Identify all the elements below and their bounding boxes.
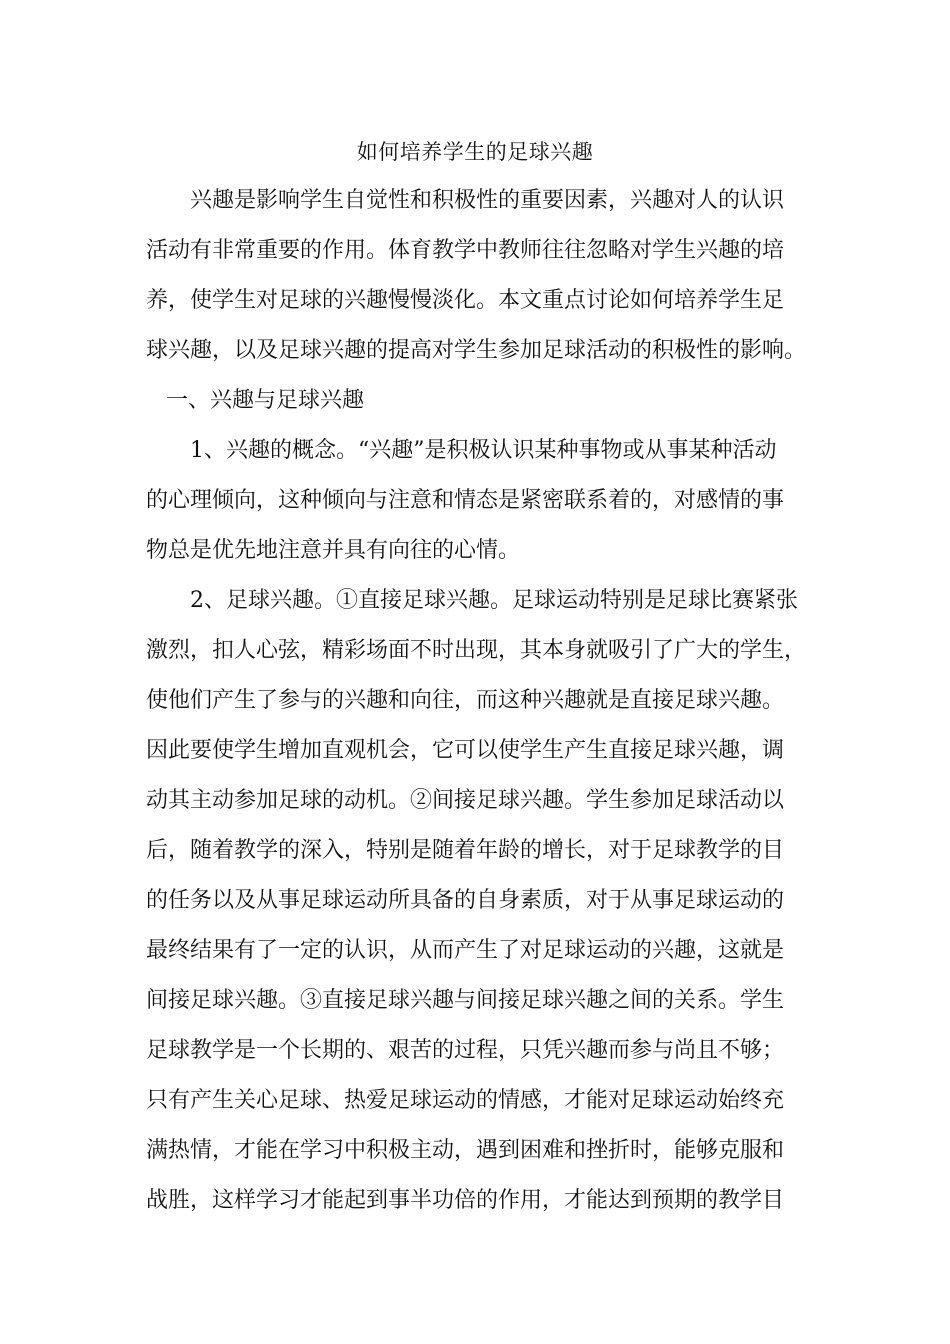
paragraph-line: 因此要使学生增加直观机会，它可以使学生产生直接足球兴趣，调: [146, 738, 785, 763]
paragraph-line: 养，使学生对足球的兴趣慢慢淡化。本文重点讨论如何培养学生足: [146, 288, 785, 313]
paragraph-line: 间接足球兴趣。③直接足球兴趣与间接足球兴趣之间的关系。学生: [146, 988, 785, 1013]
paragraph-line: 只有产生关心足球、热爱足球运动的情感，才能对足球运动始终充: [146, 1088, 785, 1113]
paragraph-line: 最终结果有了一定的认识，从而产生了对足球运动的兴趣，这就是: [146, 938, 785, 963]
paragraph-line: 的心理倾向，这种倾向与注意和情态是紧密联系着的，对感情的事: [146, 488, 785, 513]
section-heading: 一、兴趣与足球兴趣: [166, 388, 365, 413]
paragraph-line: 动其主动参加足球的动机。②间接足球兴趣。学生参加足球活动以: [146, 788, 785, 813]
paragraph-line: 1、兴趣的概念。“兴趣”是积极认识某种事物或从事某种活动: [190, 438, 777, 463]
paragraph-line: 战胜，这样学习才能起到事半功倍的作用，才能达到预期的教学目: [146, 1188, 785, 1213]
document-title: 如何培养学生的足球兴趣: [356, 140, 594, 164]
paragraph-line: 2、足球兴趣。①直接足球兴趣。足球运动特别是足球比赛紧张: [190, 588, 798, 613]
paragraph-line: 激烈，扣人心弦，精彩场面不时出现，其本身就吸引了广大的学生，: [146, 638, 807, 663]
paragraph-line: 足球教学是一个长期的、艰苦的过程，只凭兴趣而参与尚且不够；: [146, 1038, 785, 1063]
paragraph-line: 球兴趣，以及足球兴趣的提高对学生参加足球活动的积极性的影响。: [146, 338, 807, 363]
paragraph-line: 后，随着教学的深入，特别是随着年龄的增长，对于足球教学的目: [146, 838, 785, 863]
paragraph-line: 满热情，才能在学习中积极主动，遇到困难和挫折时，能够克服和: [146, 1138, 785, 1163]
paragraph-line: 兴趣是影响学生自觉性和积极性的重要因素，兴趣对人的认识: [190, 188, 785, 213]
paragraph-line: 的任务以及从事足球运动所具备的自身素质，对于从事足球运动的: [146, 888, 785, 913]
paragraph-line: 活动有非常重要的作用。体育教学中教师往往忽略对学生兴趣的培: [146, 238, 785, 263]
paragraph-line: 使他们产生了参与的兴趣和向往，而这种兴趣就是直接足球兴趣。: [146, 688, 785, 713]
paragraph-line: 物总是优先地注意并具有向往的心情。: [146, 538, 521, 563]
